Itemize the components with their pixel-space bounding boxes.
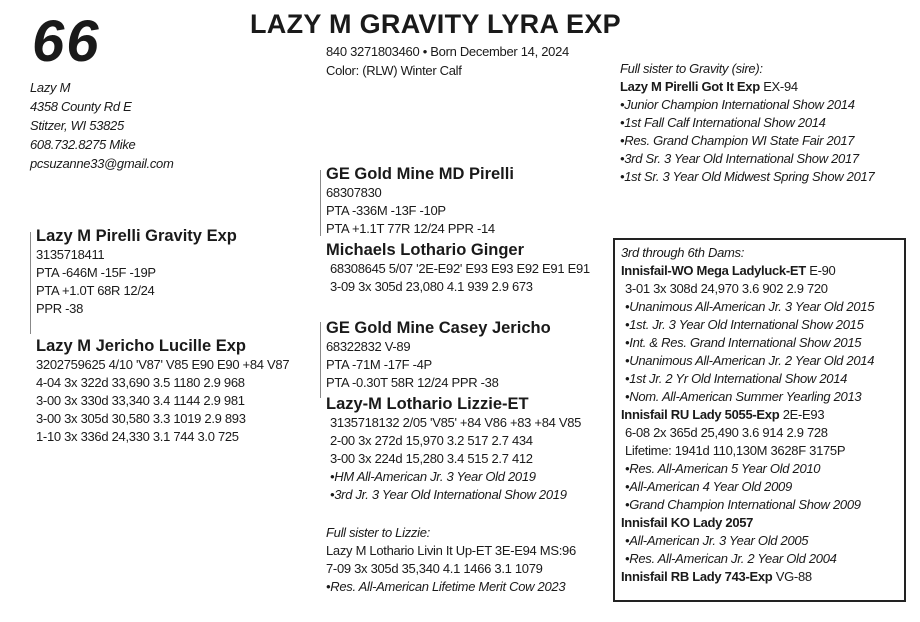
- pedigree-bracket-sire: [320, 170, 321, 236]
- sire-ppr: PPR -38: [36, 301, 84, 316]
- sire-sister-note: [620, 60, 874, 186]
- sire-reg: 3135718411: [36, 247, 105, 262]
- dam6-name: Innisfail RB Lady 743-Exp: [621, 569, 773, 584]
- pedigree-bracket-dam: [320, 322, 321, 398]
- award: •Nom. All-American Summer Yearling 2013: [625, 389, 862, 404]
- sister-record: 7-09 3x 305d 35,340 4.1 1466 3.1 1079: [326, 561, 543, 576]
- sire-sire-name: GE Gold Mine MD Pirelli: [326, 165, 514, 183]
- sire-sire-reg: 68307830: [326, 185, 382, 200]
- dam4-score: 2E-E93: [782, 407, 825, 422]
- award: •Res. All-American Lifetime Merit Cow 2023: [326, 579, 566, 594]
- lizzie-sister-note: [326, 524, 576, 596]
- dam-sire-block: [326, 318, 551, 392]
- sire-dam-name: Michaels Lothario Ginger: [326, 241, 525, 259]
- dam4-record: 6-08 2x 365d 25,490 3.6 914 2.9 728: [625, 425, 828, 440]
- sire-pta: PTA -646M -15F -19P: [36, 265, 156, 280]
- dam-reg: 3202759625 4/10 'V87' V85 E90 E90 +84 V87: [36, 357, 290, 372]
- dam-record: 3-00 3x 330d 33,340 3.4 1144 2.9 981: [36, 393, 245, 408]
- award: •Int. & Res. Grand International Show 2015: [625, 335, 862, 350]
- dam3-record: 3-01 3x 308d 24,970 3.6 902 2.9 720: [625, 281, 828, 296]
- dam-sire-pta-type: PTA -0.30T 58R 12/24 PPR -38: [326, 375, 499, 390]
- consignor-name: Lazy M: [30, 80, 71, 95]
- color-line: Color: (RLW) Winter Calf: [326, 63, 462, 78]
- dam-dam-record: 3-00 3x 224d 15,280 3.4 515 2.7 412: [330, 451, 533, 466]
- dam3-name: Innisfail-WO Mega Ladyluck-ET: [621, 263, 806, 278]
- award: •Res. All-American Jr. 2 Year Old 2004: [625, 551, 837, 566]
- award: •Unanimous All-American Jr. 3 Year Old 2015: [625, 299, 875, 314]
- animal-name: LAZY M GRAVITY LYRA EXP: [250, 9, 621, 39]
- sire-sire-block: [326, 164, 514, 238]
- dams-box: [613, 238, 906, 602]
- note-heading: Full sister to Gravity (sire):: [620, 61, 763, 76]
- dam4-lifetime: Lifetime: 1941d 110,130M 3628F 3175P: [625, 443, 846, 458]
- consignor-block: [30, 78, 173, 173]
- dam4-name: Innisfail RU Lady 5055-Exp: [621, 407, 780, 422]
- dam6-score: VG-88: [775, 569, 812, 584]
- lot-number: 66: [32, 9, 101, 74]
- box-heading: 3rd through 6th Dams:: [621, 245, 745, 260]
- dam-record: 1-10 3x 336d 24,330 3.1 744 3.0 725: [36, 429, 239, 444]
- award: •Res. Grand Champion WI State Fair 2017: [620, 133, 855, 148]
- award: •1st Jr. 2 Yr Old International Show 2014: [625, 371, 848, 386]
- consignor-phone: 608.732.8275 Mike: [30, 137, 136, 152]
- award: •3rd Sr. 3 Year Old International Show 2017: [620, 151, 859, 166]
- award: •3rd Jr. 3 Year Old International Show 2019: [330, 487, 567, 502]
- dam5-name: Innisfail KO Lady 2057: [621, 515, 754, 530]
- sire-sire-pta-type: PTA +1.1T 77R 12/24 PPR -14: [326, 221, 495, 236]
- award: •1st Fall Calf International Show 2014: [620, 115, 826, 130]
- award: •Junior Champion International Show 2014: [620, 97, 855, 112]
- consignor-city: Stitzer, WI 53825: [30, 118, 124, 133]
- dam-name: Lazy M Jericho Lucille Exp: [36, 337, 246, 355]
- registration-line: 840 3271803460 • Born December 14, 2024: [326, 44, 569, 59]
- dam-sire-reg: 68322832 V-89: [326, 339, 411, 354]
- award: •Res. All-American 5 Year Old 2010: [625, 461, 821, 476]
- sire-sire-pta: PTA -336M -13F -10P: [326, 203, 446, 218]
- dam-block: [36, 336, 289, 446]
- sire-name: Lazy M Pirelli Gravity Exp: [36, 227, 237, 245]
- award: •Grand Champion International Show 2009: [625, 497, 861, 512]
- sister-score: EX-94: [763, 79, 798, 94]
- sire-dam-reg: 68308645 5/07 '2E-E92' E93 E93 E92 E91 E91: [330, 261, 590, 276]
- award: •All-American Jr. 3 Year Old 2005: [625, 533, 809, 548]
- sire-block: [36, 226, 237, 318]
- dam-sire-pta: PTA -71M -17F -4P: [326, 357, 432, 372]
- sire-dam-record: 3-09 3x 305d 23,080 4.1 939 2.9 673: [330, 279, 533, 294]
- sister-name: Lazy M Lothario Livin It Up-ET 3E-E94 MS:96: [326, 543, 576, 558]
- dam-dam-reg: 3135718132 2/05 'V85' +84 V86 +83 +84 V85: [330, 415, 582, 430]
- dam-sire-name: GE Gold Mine Casey Jericho: [326, 319, 551, 337]
- sire-pta-type: PTA +1.0T 68R 12/24: [36, 283, 155, 298]
- pedigree-bracket-left: [30, 232, 31, 334]
- dam-dam-block: [326, 394, 581, 504]
- dam-record: 3-00 3x 305d 30,580 3.3 1019 2.9 893: [36, 411, 246, 426]
- award: •Unanimous All-American Jr. 2 Year Old 2014: [625, 353, 875, 368]
- note-heading: Full sister to Lizzie:: [326, 525, 430, 540]
- award: •1st. Jr. 3 Year Old International Show 2015: [625, 317, 864, 332]
- consignor-address: 4358 County Rd E: [30, 99, 132, 114]
- award: •HM All-American Jr. 3 Year Old 2019: [330, 469, 536, 484]
- award: •1st Sr. 3 Year Old Midwest Spring Show 2017: [620, 169, 875, 184]
- dam-dam-record: 2-00 3x 272d 15,970 3.2 517 2.7 434: [330, 433, 533, 448]
- award: •All-American 4 Year Old 2009: [625, 479, 792, 494]
- sire-dam-block: [326, 240, 590, 296]
- dam-record: 4-04 3x 322d 33,690 3.5 1180 2.9 968: [36, 375, 245, 390]
- dam3-score: E-90: [809, 263, 836, 278]
- consignor-email: pcsuzanne33@gmail.com: [30, 156, 174, 171]
- sister-name: Lazy M Pirelli Got It Exp: [620, 79, 760, 94]
- dam-dam-name: Lazy-M Lothario Lizzie-ET: [326, 395, 529, 413]
